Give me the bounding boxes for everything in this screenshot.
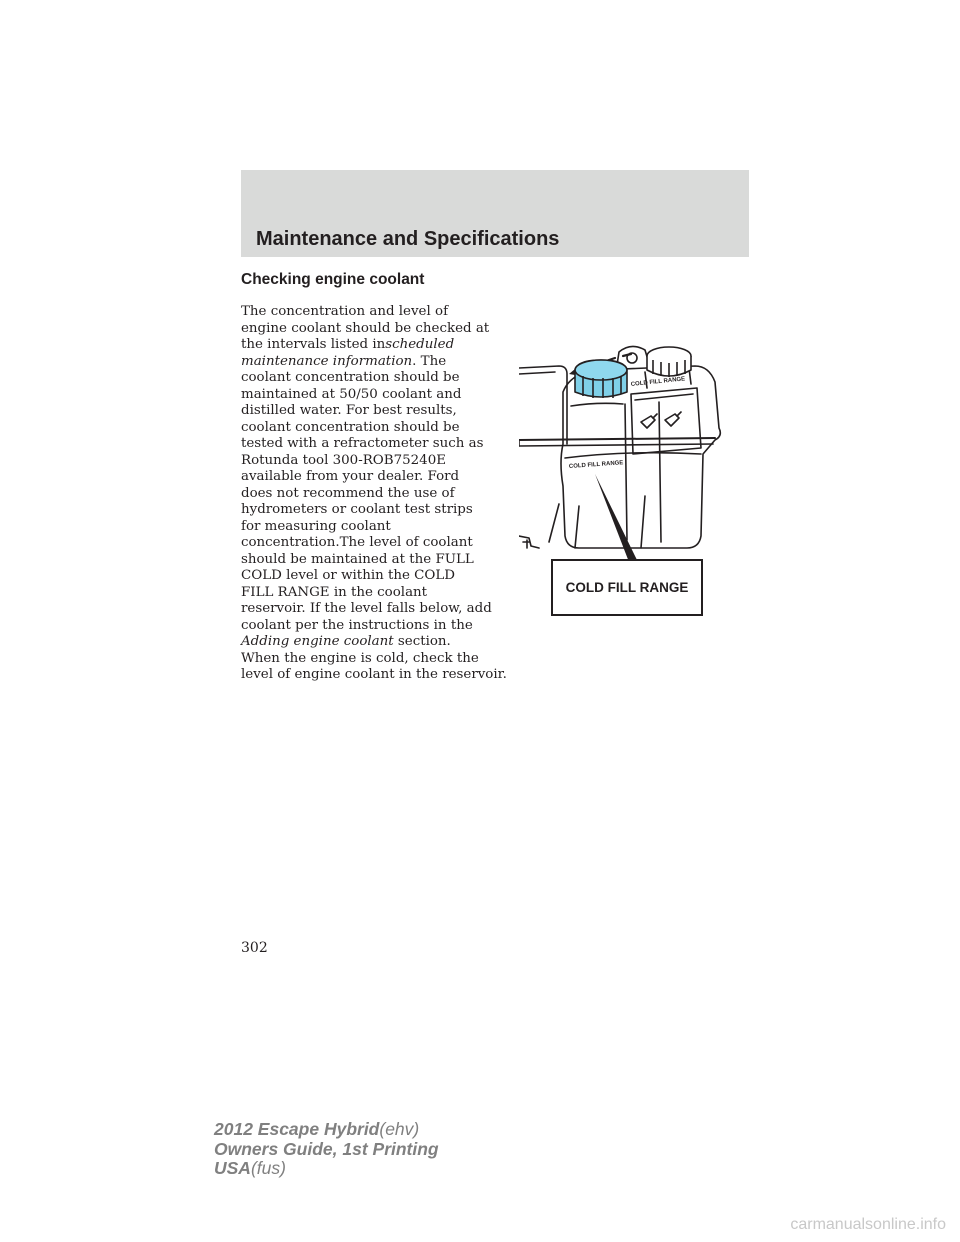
footer-line bbox=[214, 1120, 439, 1140]
page-title: Maintenance and Specifications bbox=[256, 228, 560, 250]
text-run: . The bbox=[412, 353, 447, 369]
text-line: distilled water. For best results, bbox=[241, 403, 457, 418]
page-number: 302 bbox=[241, 940, 268, 956]
document-footer bbox=[214, 1120, 439, 1179]
footer-market: USA bbox=[214, 1158, 251, 1178]
callout-label: COLD FILL RANGE bbox=[565, 580, 689, 595]
text-line bbox=[241, 634, 531, 651]
text-line: level of engine coolant in the reservoir. bbox=[241, 667, 507, 682]
text-line: for measuring coolant bbox=[241, 518, 391, 534]
text-line bbox=[241, 337, 531, 354]
text-line: tested with a refractometer such as bbox=[241, 436, 484, 451]
section-heading: Checking engine coolant bbox=[241, 271, 425, 288]
footer-market-code: (fus) bbox=[250, 1158, 286, 1178]
text-line: does not recommend the use of bbox=[241, 485, 455, 501]
text-run: the intervals listed in bbox=[241, 337, 386, 352]
tank-label-upper: COLD FILL RANGE bbox=[630, 376, 686, 388]
text-line: coolant concentration should be bbox=[241, 419, 460, 435]
section-header-band bbox=[241, 170, 749, 257]
footer-model-code: (ehv) bbox=[379, 1119, 420, 1139]
cross-reference-link: maintenance information bbox=[241, 353, 413, 369]
text-line: concentration.The level of coolant bbox=[241, 535, 473, 550]
watermark: carmanualsonline.info bbox=[790, 1216, 946, 1233]
text-line: The concentration and level of bbox=[241, 304, 449, 319]
footer-model: 2012 Escape Hybrid bbox=[214, 1119, 380, 1139]
footer-line bbox=[214, 1140, 439, 1160]
text-line: available from your dealer. Ford bbox=[241, 469, 460, 484]
text-line bbox=[241, 354, 531, 371]
text-line: maintained at 50/50 coolant and bbox=[241, 386, 462, 402]
cold-fill-range-callout bbox=[551, 559, 703, 616]
body-paragraph bbox=[241, 304, 531, 684]
text-line: coolant per the instructions in the bbox=[241, 617, 473, 633]
text-line: COLD level or within the COLD bbox=[241, 568, 456, 583]
tank-label-lower: COLD FILL RANGE bbox=[568, 460, 624, 470]
footer-line bbox=[214, 1159, 439, 1179]
text-line: coolant concentration should be bbox=[241, 370, 460, 385]
text-line: engine coolant should be checked at bbox=[241, 320, 490, 336]
cross-reference-link: scheduled bbox=[385, 337, 455, 352]
text-line: hydrometers or coolant test strips bbox=[241, 502, 473, 517]
text-run: section. bbox=[393, 634, 451, 649]
text-line: FILL RANGE in the coolant bbox=[241, 584, 428, 600]
cross-reference-link: Adding engine coolant bbox=[241, 634, 394, 649]
text-line: reservoir. If the level falls below, add bbox=[241, 601, 492, 616]
text-line: When the engine is cold, check the bbox=[241, 650, 479, 666]
text-line: Rotunda tool 300-ROB75240E bbox=[241, 452, 446, 468]
footer-guide: Owners Guide, 1st Printing bbox=[214, 1138, 439, 1159]
text-line: should be maintained at the FULL bbox=[241, 551, 474, 567]
